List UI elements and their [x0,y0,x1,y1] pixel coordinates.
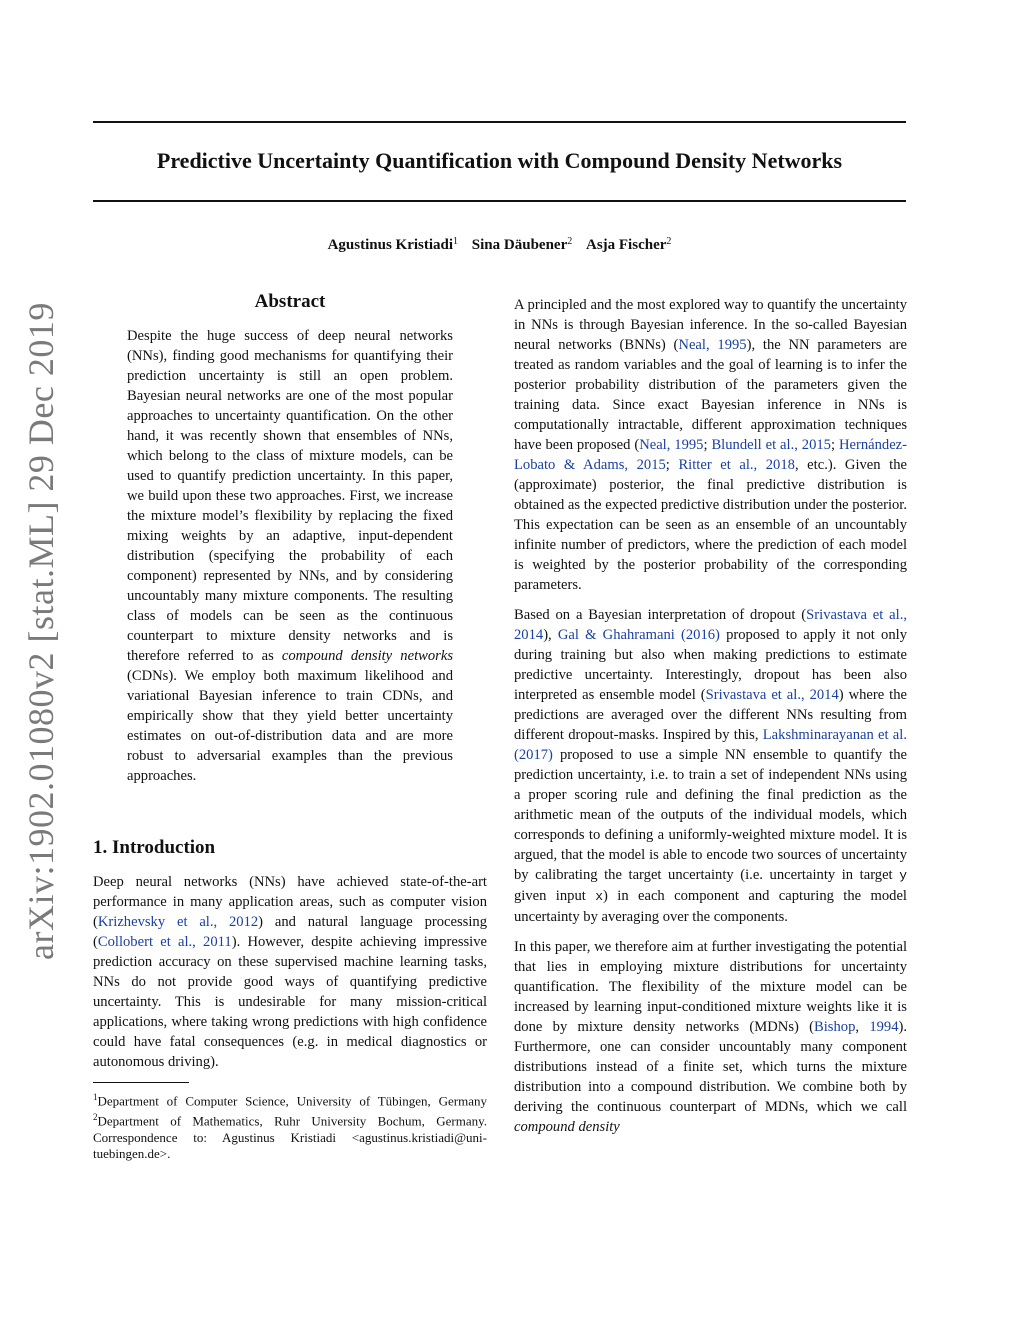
citation-link[interactable]: Srivastava et al., 2014 [705,687,839,703]
footnote-affiliations: $^1$Department of Computer Science, University of Tübingen, Germany $^2$Department of Mathematics, Ruhr University Bochum, Germany. Correspondence to: Agustinus Kristiadi <agustinus.kristiadi@uni-tuebingen.de>. [93,1092,487,1161]
citation-link[interactable]: Ritter et al., 2018 [678,457,795,473]
right-column [514,295,907,1147]
paper-title: Predictive Uncertainty Quantification with Compound Density Networks [156,148,843,173]
citation-link[interactable]: Collobert et al., 2011 [97,934,232,950]
section-heading-introduction: 1. Introduction [93,837,216,858]
arxiv-identifier: arXiv:1902.01080v2 [stat.ML] 29 Dec 2019 [21,302,61,960]
abstract-heading: Abstract [254,291,326,312]
intro-paragraph-1: Deep neural networks (NNs) have achieved state-of-the-art performance in many application areas, such as computer vision (Krizhevsky et al., 2012) and natural language processing (Collobert et al., 2011). However, despite achieving impressive prediction accuracy on these supervised machine learning tasks, NNs do not provide good ways of quantifying predictive uncertainty. This is undesirable for many mission-critical applications, where taking wrong predictions with high confidence could have fatal consequences (e.g. in medical diagnostics or autonomous driving). [93,874,488,1070]
citation-link[interactable]: Hernández-Lobato & Adams, 2015 [514,437,908,473]
footnote-rule [93,1082,189,1083]
citation-link[interactable]: Neal, 1995 [678,337,747,353]
citation-link[interactable]: Bishop [814,1019,856,1035]
citation-link[interactable]: Neal, 1995 [639,437,704,453]
citation-link[interactable]: Gal & Ghahramani (2016) [557,627,720,643]
citation-link[interactable]: Blundell et al., 2015 [711,437,831,453]
citation-link[interactable]: Krizhevsky et al., 2012 [97,914,259,930]
author: Agustinus Kristiadi$^1$ [327,236,459,253]
intro-paragraph-4: In this paper, we therefore aim at further investigating the potential that lies in employing mixture distributions for uncertainty quantification. The flexibility of the mixture model can be increased by learning input-conditioned mixture weights like it is done by mixture density networks (MDNs) (Bishop, 1994). Furthermore, one can consider uncountably many component distributions instead of a finite set, which turns the mixture distribution into a compound distribution. We combine both by deriving the continuous counterpart of MDNs, which we call compound density [514,939,908,1135]
citation-link[interactable]: Lakshminarayanan et al. (2017) [514,727,907,763]
abstract-text: Despite the huge success of deep neural networks (NNs), finding good mechanisms for quantifying their prediction uncertainty is still an open problem. Bayesian neural networks are one of the most popular approaches to uncertainty quantification. On the other hand, it was recently shown that ensembles of NNs, which belong to the class of mixture models, can be used to quantify prediction uncertainty. In this paper, we build upon these two approaches. First, we increase the mixture model’s flexibility by replacing the fixed mixing weights by an adaptive, input-dependent distribution (specifying the probability of each component) represented by NNs, and by considering uncountably many mixture components. The resulting class of models can be seen as the continuous counterpart to mixture density networks and is therefore referred to as compound density networks (CDNs). We employ both maximum likelihood and variational Bayesian inference to train CDNs, and empirically show that they yield better uncertainty estimates on out-of-distribution data and are more robust to adversarial examples than the previous approaches. [127,328,453,784]
left-column [93,290,487,1162]
author-list [93,235,906,255]
author: Sina Däubener$^2$ [471,236,573,253]
intro-paragraph-2: A principled and the most explored way to quantify the uncertainty in NNs is through Bayesian inference. In the so-called Bayesian neural networks (BNNs) (Neal, 1995), the NN parameters are treated as random variables and the goal of learning is to infer the posterior probability distribution of the parameters given the training data. Since exact Bayesian inference in NNs is computationally intractable, different approximation techniques have been proposed (Neal, 1995; Blundell et al., 2015; Hernández-Lobato & Adams, 2015; Ritter et al., 2018, etc.). Given the (approximate) posterior, the final predictive distribution is obtained as the expected predictive distribution under the posterior. This expectation can be seen as an ensemble of an uncountably infinite number of predictors, where the prediction of each model is weighted by the posterior probability of the corresponding parameters. [514,297,908,593]
author: Asja Fischer$^2$ [585,236,672,253]
intro-paragraph-3: Based on a Bayesian interpretation of dropout (Srivastava et al., 2014), Gal & Ghahramani (2016) proposed to apply it not only during training but also when making predictions to estimate predictive uncertainty. Interestingly, dropout has been also interpreted as ensemble model (Srivastava et al., 2014) where the predictions are averaged over the different NNs resulting from different dropout-masks. Inspired by this, Lakshminarayanan et al. (2017) proposed to use a simple NN ensemble to quantify the prediction uncertainty, i.e. to train a set of independent NNs using a proper scoring rule and defining the final prediction as the arithmetic mean of the outputs of the individual models, which corresponds to defining a uniformly-weighted mixture model. It is argued, that the model is able to encode two sources of uncertainty by calibrating the target uncertainty (i.e. uncertainty in target y given input x) in each component and capturing the model uncertainty by averaging over the components. [514,607,908,925]
title-bottom-rule [93,200,906,202]
title-top-rule [93,121,906,123]
citation-link[interactable]: Srivastava et al., 2014 [514,607,908,643]
citation-link[interactable]: 1994 [869,1019,899,1035]
